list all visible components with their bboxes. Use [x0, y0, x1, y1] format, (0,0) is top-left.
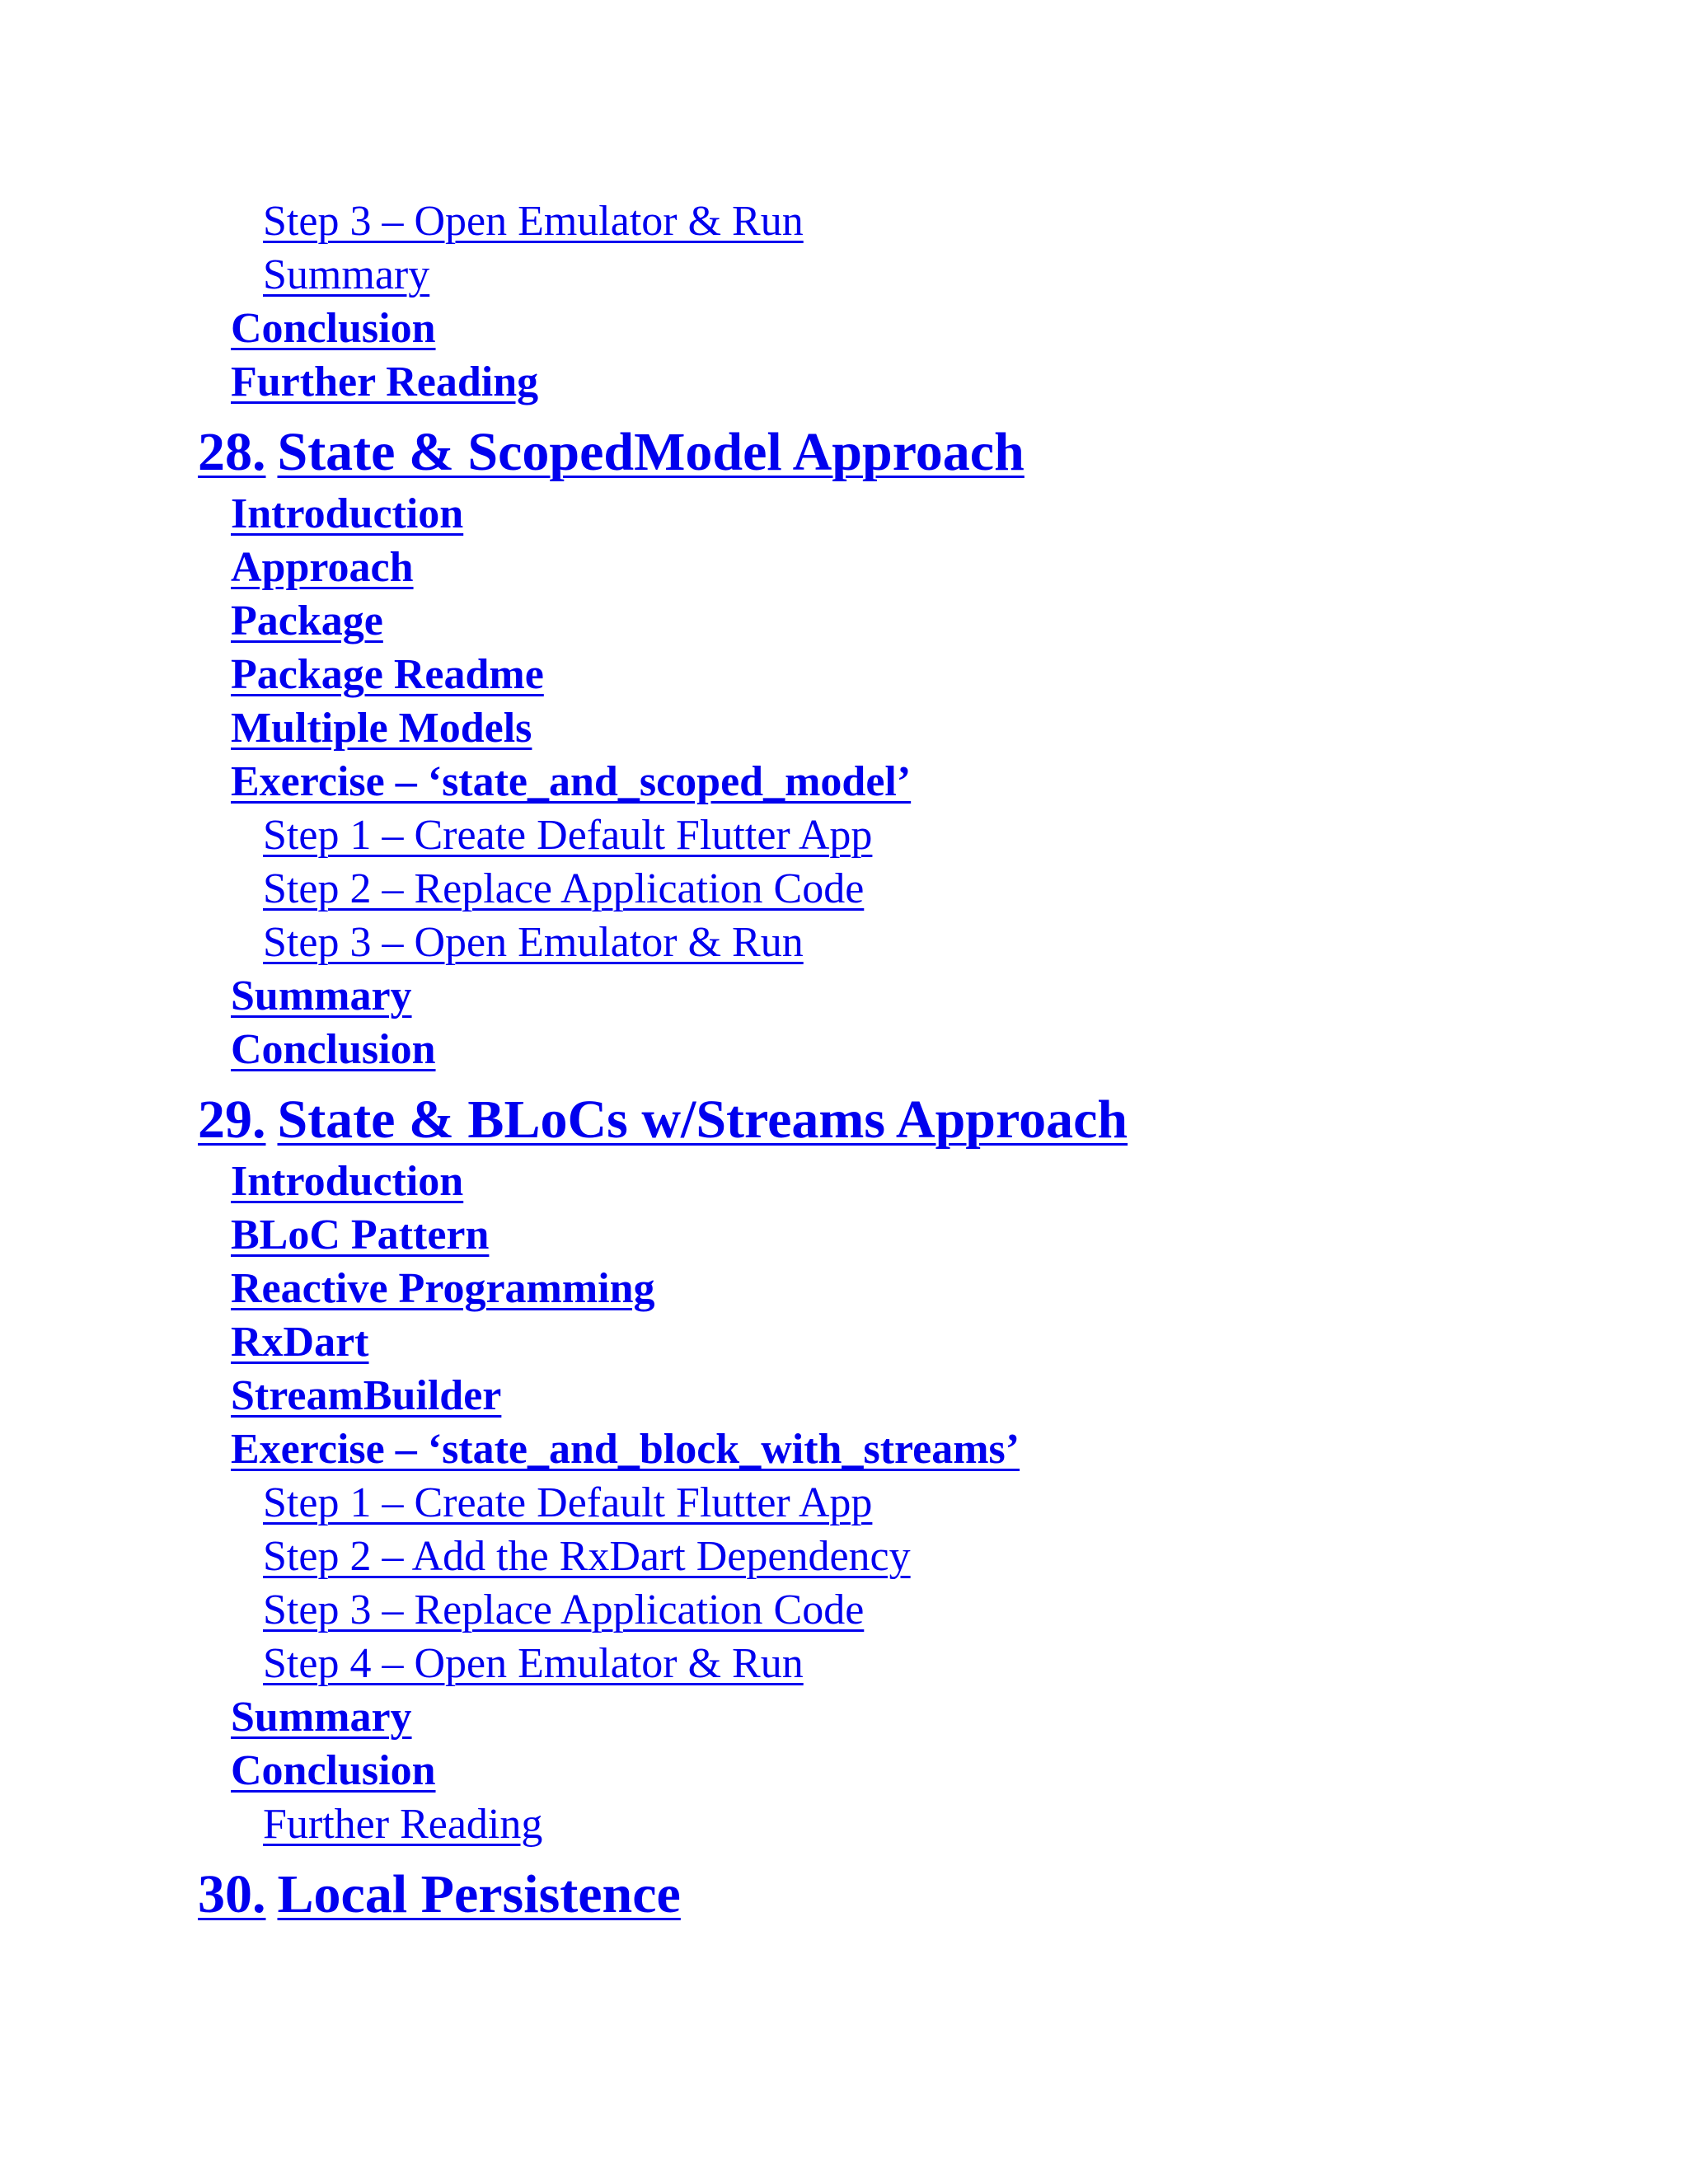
toc-section-link-rxdart[interactable]: RxDart	[231, 1319, 369, 1366]
toc-section-link-further-reading[interactable]: Further Reading	[231, 359, 539, 405]
toc-section-link-package[interactable]: Package	[231, 598, 383, 644]
toc-section-link-introduction[interactable]: Introduction	[231, 490, 464, 537]
toc-section-link-exercise-state-and-scoped-model[interactable]: Exercise – ‘state_and_scoped_model’	[231, 758, 912, 805]
toc-subsection-link-step-3-replace-application-code[interactable]: Step 3 – Replace Application Code	[263, 1586, 865, 1633]
toc-section-link-introduction[interactable]: Introduction	[231, 1158, 464, 1205]
toc-section-link-exercise-state-and-block-with-streams[interactable]: Exercise – ‘state_and_block_with_streams’	[231, 1426, 1020, 1473]
toc-subsection-link-step-4-open-emulator-run[interactable]: Step 4 – Open Emulator & Run	[263, 1640, 804, 1687]
chapter-number: 30.	[198, 1864, 266, 1924]
chapter-title: Local Persistence	[277, 1864, 681, 1924]
toc-section-link-summary[interactable]: Summary	[231, 1694, 412, 1741]
chapter-title: State & ScopedModel Approach	[277, 422, 1025, 482]
toc-subsection-link-step-3-open-emulator-run[interactable]: Step 3 – Open Emulator & Run	[263, 919, 804, 966]
toc-subsection-link-step-2-add-the-rxdart-dependency[interactable]: Step 2 – Add the RxDart Dependency	[263, 1533, 911, 1580]
toc-subsection-link-further-reading[interactable]: Further Reading	[263, 1801, 543, 1848]
toc-section-link-bloc-pattern[interactable]: BLoC Pattern	[231, 1212, 490, 1258]
toc-subsection-link-summary[interactable]: Summary	[263, 251, 430, 298]
chapter-number: 29.	[198, 1090, 266, 1150]
chapter-number: 28.	[198, 422, 266, 482]
chapter-title: State & BLoCs w/Streams Approach	[277, 1090, 1128, 1150]
toc-section-link-streambuilder[interactable]: StreamBuilder	[231, 1372, 502, 1419]
toc-chapter-link[interactable]	[198, 1864, 681, 1924]
toc-section-link-conclusion[interactable]: Conclusion	[231, 1026, 436, 1073]
toc-subsection-link-step-1-create-default-flutter-app[interactable]: Step 1 – Create Default Flutter App	[263, 1479, 873, 1526]
toc-section-link-multiple-models[interactable]: Multiple Models	[231, 705, 532, 752]
toc-subsection-link-step-1-create-default-flutter-app[interactable]: Step 1 – Create Default Flutter App	[263, 812, 873, 859]
toc-subsection-link-step-2-replace-application-code[interactable]: Step 2 – Replace Application Code	[263, 865, 865, 912]
toc-section-link-summary[interactable]: Summary	[231, 972, 412, 1019]
toc-chapter-link[interactable]	[198, 422, 1025, 482]
toc-section-link-conclusion[interactable]: Conclusion	[231, 305, 436, 352]
toc-chapter-link[interactable]	[198, 1090, 1128, 1150]
toc-section-link-conclusion[interactable]: Conclusion	[231, 1747, 436, 1794]
toc-section-link-package-readme[interactable]: Package Readme	[231, 651, 544, 698]
toc-section-link-approach[interactable]: Approach	[231, 544, 414, 591]
toc-section-link-reactive-programming[interactable]: Reactive Programming	[231, 1265, 655, 1312]
toc-subsection-link-step-3-open-emulator-run[interactable]: Step 3 – Open Emulator & Run	[263, 198, 804, 245]
